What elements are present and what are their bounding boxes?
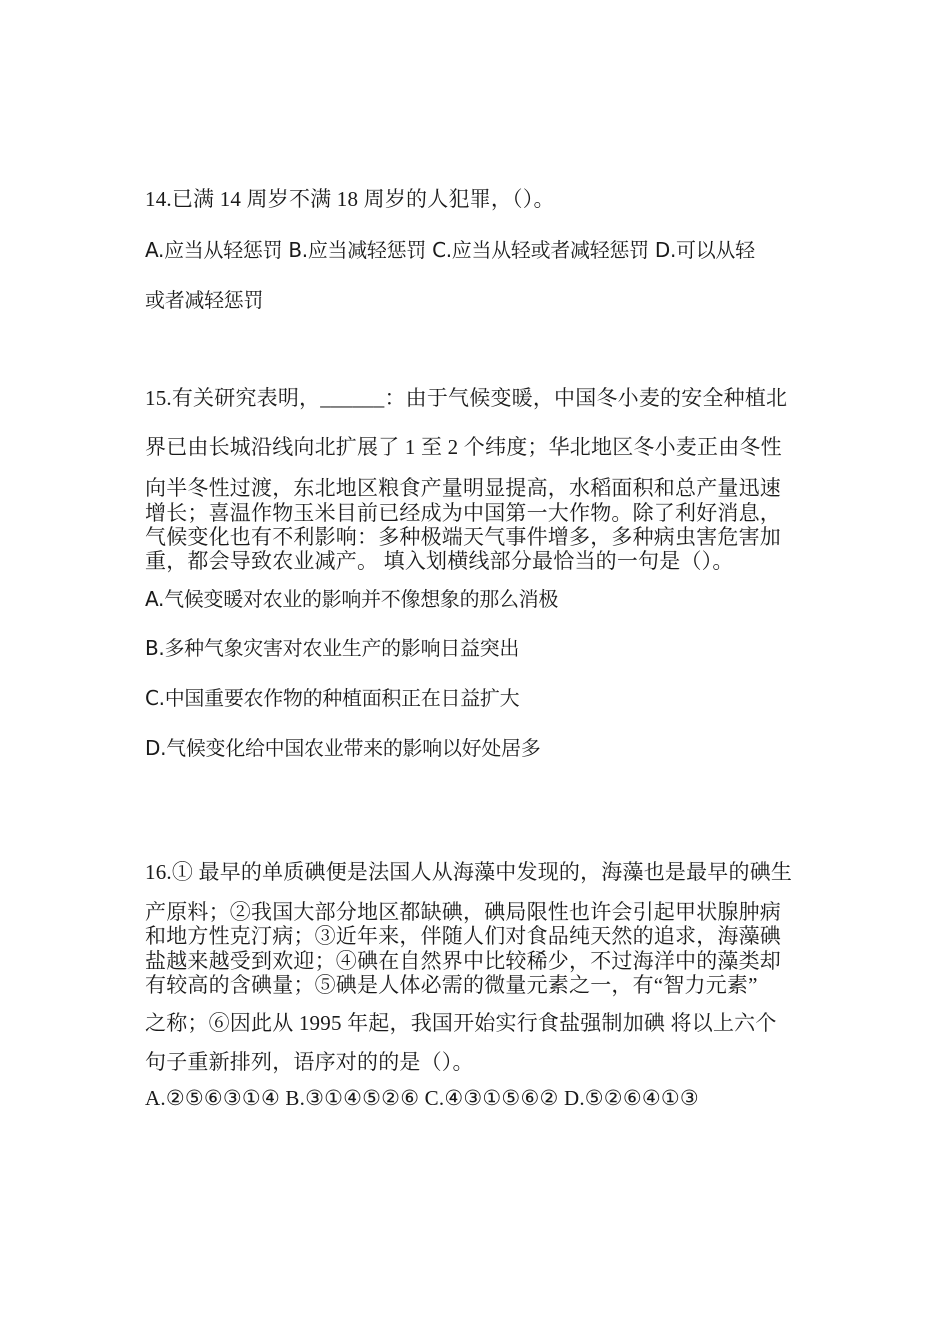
question-16-options: A.②⑤⑥③①④ B.③①④⑤②⑥ C.④③①⑤⑥② D.⑤②⑥④①③: [145, 1086, 699, 1110]
question-15-stem-line: 增长；喜温作物玉米目前已经成为中国第一大作物。除了利好消息，: [145, 501, 781, 525]
question-14-options-line-1: A.应当从轻惩罚 B.应当减轻惩罚 C.应当从轻或者减轻惩罚 D.可以从轻: [145, 238, 755, 262]
question-15-stem-line: 气候变化也有不利影响：多种极端天气事件增多，多种病虫害危害加: [145, 525, 781, 549]
question-16-stem-line: 句子重新排列，语序对的的是（）。: [145, 1050, 474, 1074]
question-16-stem-line: 和地方性克汀病；③近年来，伴随人们对食品纯天然的追求，海藻碘: [145, 924, 781, 948]
question-14-options-line-2: 或者减轻惩罚: [145, 288, 264, 312]
question-15-stem-line: 重，都会导致农业减产。 填入划横线部分最恰当的一句是（）。: [145, 549, 734, 573]
question-16-stem-line: 盐越来越受到欢迎；④碘在自然界中比较稀少，不过海洋中的藻类却: [145, 949, 781, 973]
question-16-stem-line: 之称；⑥因此从 1995 年起，我国开始实行食盐强制加碘 将以上六个: [145, 1011, 777, 1035]
question-15-stem-line: 15.有关研究表明，______：由于气候变暖，中国冬小麦的安全种植北: [145, 386, 788, 410]
question-16-stem-line: 产原料；②我国大部分地区都缺碘，碘局限性也许会引起甲状腺肿病: [145, 900, 781, 924]
question-15-stem-line: 向半冬性过渡，东北地区粮食产量明显提高，水稻面积和总产量迅速: [145, 476, 781, 500]
question-15-option-a: A.气候变暖对农业的影响并不像想象的那么消极: [145, 587, 559, 611]
question-15-stem-line: 界已由长城沿线向北扩展了 1 至 2 个纬度；华北地区冬小麦正由冬性: [145, 435, 782, 459]
question-14-stem: 14.已满 14 周岁不满 18 周岁的人犯罪，（）。: [145, 187, 555, 211]
question-16-stem-line: 有较高的含碘量；⑤碘是人体必需的微量元素之一，有“智力元素”: [145, 973, 758, 997]
question-15-option-c: C.中国重要农作物的种植面积正在日益扩大: [145, 686, 520, 710]
question-15-option-d: D.气候变化给中国农业带来的影响以好处居多: [145, 736, 541, 760]
question-15-option-b: B.多种气象灾害对农业生产的影响日益突出: [145, 636, 520, 660]
question-16-stem-line: 16.① 最早的单质碘便是法国人从海藻中发现的，海藻也是最早的碘生: [145, 860, 793, 884]
